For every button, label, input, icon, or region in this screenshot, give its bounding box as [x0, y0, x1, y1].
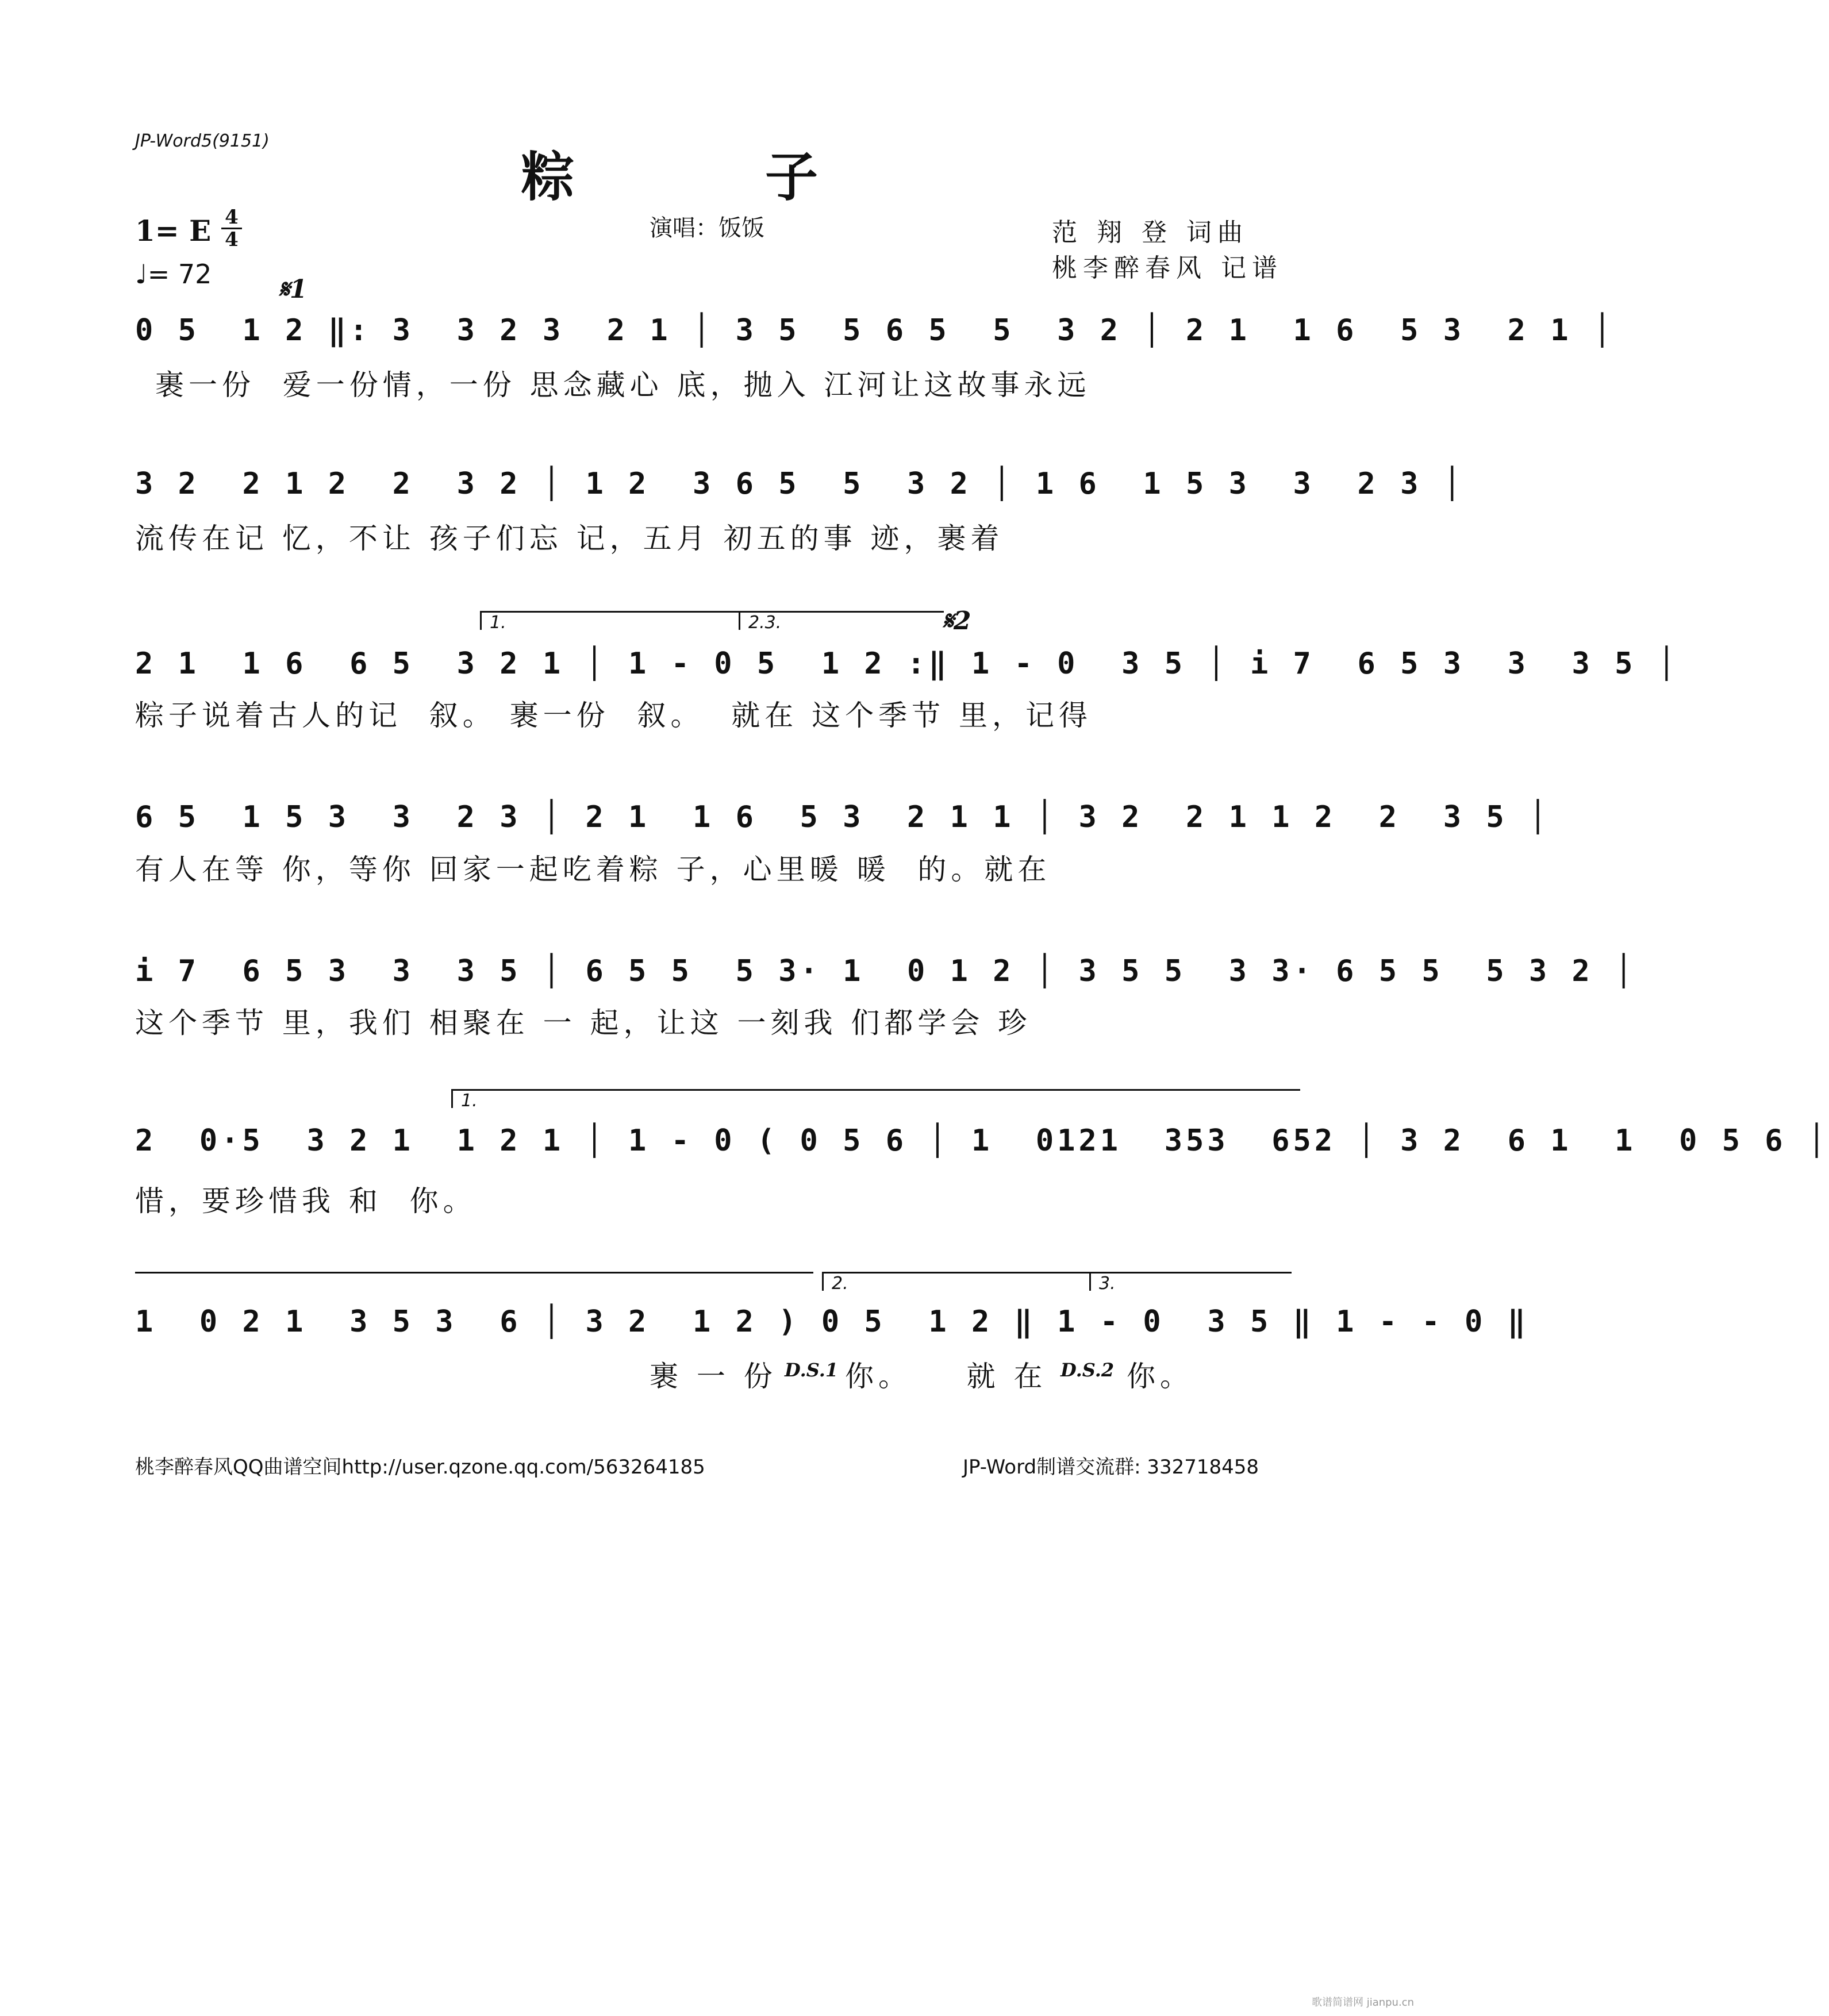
- system-6-lyrics: 惜，要珍惜我 和 你。: [135, 1184, 477, 1218]
- transcriber-credit: 桃李醉春风 记谱: [1052, 253, 1283, 283]
- system-3-lyrics: 粽子说着古人的记 叙。 裹一份 叙。 就在 这个季节 里，记得: [135, 699, 1093, 732]
- system-7-lyrics-ending3: 你。: [1127, 1360, 1193, 1393]
- site-watermark: 歌谱简谱网 jianpu.cn: [1311, 1996, 1414, 2009]
- segno-2-mark: 𝄋2: [943, 606, 971, 636]
- volta-3-bracket: 3.: [1089, 1272, 1292, 1291]
- system-7-lyrics-pickup: 裹 一 份: [650, 1360, 777, 1393]
- software-label: JP-Word5(9151): [135, 131, 270, 151]
- volta-2-bracket: 2.: [822, 1272, 1090, 1291]
- system-5-lyrics: 这个季节 里，我们 相聚在 一 起，让这 一刻我 们都学会 珍: [135, 1006, 1032, 1040]
- volta-continuation-line: [135, 1272, 813, 1274]
- footer-group-number: JP-Word制谱交流群: 332718458: [963, 1456, 1259, 1479]
- system-7-notes: 1 0 2 1 3 5 3 6 │ 3 2 1 2 ) 0 5 1 2 ‖ 1 - 0 3 5 ‖ 1 - - 0 ‖: [135, 1305, 1529, 1339]
- lyricist-composer-credit: 范 翔 登 词曲: [1052, 218, 1248, 247]
- ds-2-mark: D.S.2: [1060, 1359, 1115, 1381]
- system-3-notes: 2 1 1 6 6 5 3 2 1 │ 1 - 0 5 1 2 :‖ 1 - 0 3 5 │ i 7 6 5 3 3 3 5 │: [135, 647, 1680, 681]
- system-6-notes: 2 0·5 3 2 1 1 2 1 │ 1 - 0 ( 0 5 6 │ 1 0121 353 652 │ 3 2 6 1 1 0 5 6 │: [135, 1124, 1829, 1158]
- time-numerator: 4: [225, 206, 239, 229]
- song-title: 粽 子: [521, 146, 905, 208]
- system-2-notes: 3 2 2 1 2 2 3 2 │ 1 2 3 6 5 5 3 2 │ 1 6 1 5 3 3 2 3 │: [135, 467, 1465, 501]
- key-signature: 1= E: [135, 214, 212, 248]
- system-1-lyrics: 裹一份 爱一份情，一份 思念藏心 底，抛入 江河让这故事永远: [155, 368, 1091, 402]
- volta-2-3-bracket: 2.3.: [739, 611, 944, 630]
- system-2-lyrics: 流传在记 忆，不让 孩子们忘 记，五月 初五的事 迹，裹着: [135, 522, 1004, 555]
- volta-1-bracket: 1.: [480, 611, 740, 630]
- ds-1-mark: D.S.1: [785, 1359, 839, 1381]
- footer-qzone-link: 桃李醉春风QQ曲谱空间http://user.qzone.qq.com/563264185: [135, 1456, 705, 1479]
- system-4-notes: 6 5 1 5 3 3 2 3 │ 2 1 1 6 5 3 2 1 1 │ 3 2 2 1 1 2 2 3 5 │: [135, 800, 1551, 834]
- system-4-lyrics: 有人在等 你，等你 回家一起吃着粽 子，心里暖 暖 的。就在: [135, 853, 1051, 886]
- system-1-notes: 0 5 1 2 ‖: 3 3 2 3 2 1 │ 3 5 5 6 5 5 3 2 │ 2 1 1 6 5 3 2 1 │: [135, 313, 1615, 348]
- segno-1-mark: 𝄋1: [279, 275, 308, 304]
- time-signature: [221, 207, 242, 250]
- singer-credit: 演唱：饭饭: [650, 215, 764, 241]
- system-7-lyrics-ending2: 你。 就 在: [845, 1360, 1047, 1393]
- tempo-marking: ♩= 72: [135, 259, 212, 290]
- volta-1-bracket-coda: 1.: [451, 1089, 1300, 1108]
- time-denominator: 4: [225, 228, 239, 251]
- system-5-notes: i 7 6 5 3 3 3 5 │ 6 5 5 5 3· 1 0 1 2 │ 3 5 5 3 3· 6 5 5 5 3 2 │: [135, 954, 1636, 988]
